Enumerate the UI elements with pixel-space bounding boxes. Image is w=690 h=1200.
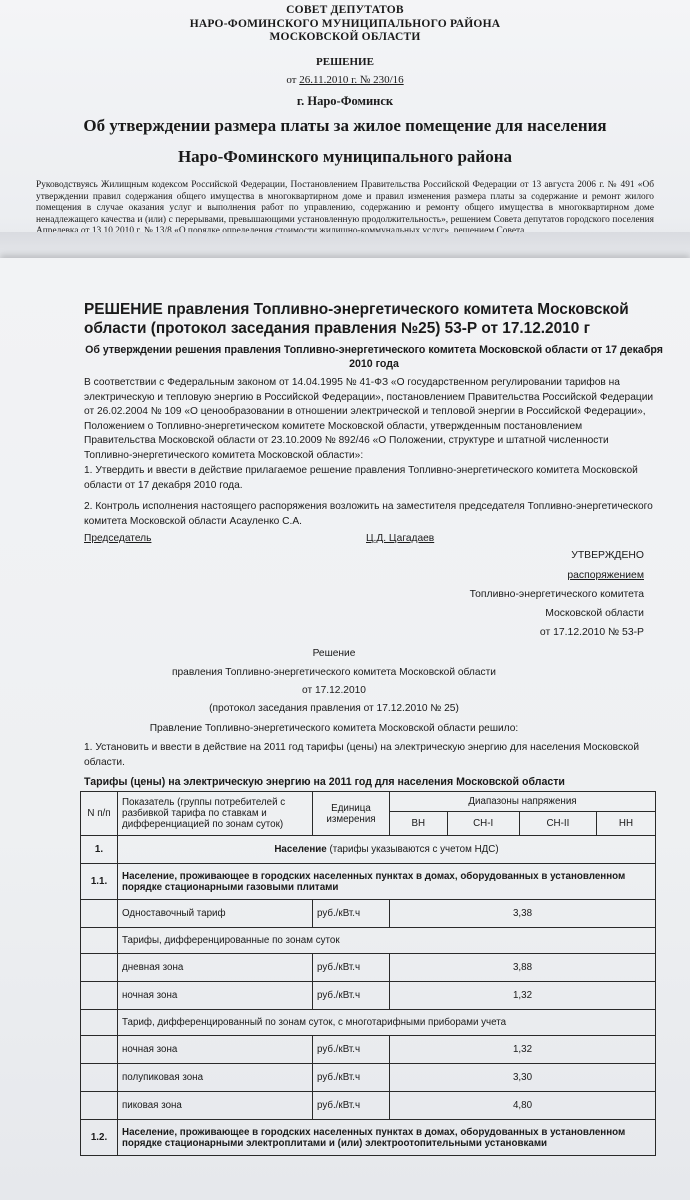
- table-row: [81, 1010, 656, 1036]
- header-sn2: СН-II: [519, 812, 596, 836]
- approved-label: УТВЕРЖДЕНО: [571, 550, 644, 561]
- row-unit: руб./кВт.ч: [313, 900, 390, 928]
- table-row: [81, 1092, 656, 1120]
- table-row: [81, 864, 656, 900]
- approved-org: Московской области: [545, 608, 644, 619]
- decision-word: Решение: [312, 648, 356, 659]
- row-unit: руб./кВт.ч: [313, 1092, 390, 1120]
- chairman-label: Председатель: [84, 533, 152, 544]
- row-label: ночная зона: [118, 982, 313, 1010]
- org-name-line: НАРО-ФОМИНСКОГО МУНИЦИПАЛЬНОГО РАЙОНА: [189, 18, 501, 30]
- table-row: [81, 954, 656, 982]
- doc-title: Об утверждении размера платы за жилое помещение для населения: [83, 116, 607, 135]
- row-num: 1.1.: [81, 864, 118, 900]
- table-row: [81, 928, 656, 954]
- paragraph: 1. Утвердить и ввести в действие прилагаемое решение правления Топливно-энергетического комитета Московской области от 17 декабря 2010 года.: [84, 465, 638, 491]
- header-ranges: Диапазоны напряжения: [390, 792, 656, 812]
- row-unit: руб./кВт.ч: [313, 1064, 390, 1092]
- table-row: [81, 900, 656, 928]
- subsection-title: Население, проживающее в городских населенных пунктах в домах, оборудованных в установленном порядке стационарными газовыми плитами: [118, 864, 656, 900]
- row-value: 1,32: [390, 1036, 656, 1064]
- top-document: [0, 0, 690, 270]
- table-header-row: [81, 792, 656, 812]
- table-row: [81, 982, 656, 1010]
- doc-date: от 26.11.2010 г. № 230/16: [286, 74, 404, 86]
- row-value: 3,30: [390, 1064, 656, 1092]
- header-nn: НН: [597, 812, 656, 836]
- row-label: дневная зона: [118, 954, 313, 982]
- row-value: 1,32: [390, 982, 656, 1010]
- header-vn: ВН: [390, 812, 448, 836]
- row-label: Одноставочный тариф: [118, 900, 313, 928]
- paragraph: В соответствии с Федеральным законом от 14.04.1995 № 41-ФЗ «О государственном регулировании тарифов на электрическую и тепловую энергию в Российской Федерации», постановлением Правительства Российской Федерации от 26.02.2004 № 109 «О ценообразовании в отношении электрической и тепловой энергии в Российской Федерации», Положением о Топливно-энергетическом комитете Московской области, утвержденным постановлением Правительства Московской области от 23.10.2009 № 892/46 «О Положении, структуре и штатной численности Топливно-энергетического комитета Московской области»:: [84, 377, 654, 461]
- row-value: 3,38: [390, 900, 656, 928]
- table-row: [81, 1036, 656, 1064]
- doc-type: РЕШЕНИЕ: [316, 56, 374, 68]
- decision-of: правления Топливно-энергетического комитета Московской области: [172, 667, 496, 678]
- point-one: 1. Установить и ввести в действие на 2011 год тарифы (цены) на электрическую энергию для населения Московской области.: [84, 742, 640, 768]
- doc-city: г. Наро-Фоминск: [296, 94, 394, 108]
- header-sn1: СН-I: [447, 812, 519, 836]
- table-title: Тарифы (цены) на электрическую энергию на 2011 год для населения Московской области: [84, 776, 565, 788]
- org-name-line: СОВЕТ ДЕПУТАТОВ: [286, 4, 404, 16]
- approved-number: от 17.12.2010 № 53-Р: [539, 627, 644, 638]
- tariff-table: [80, 791, 656, 1156]
- signature-line: [84, 533, 474, 544]
- row-value: 4,80: [390, 1092, 656, 1120]
- row-label: пиковая зона: [118, 1092, 313, 1120]
- group-label: Тарифы, дифференцированные по зонам суток: [118, 928, 656, 954]
- row-unit: руб./кВт.ч: [313, 982, 390, 1010]
- subsection-title: Население, проживающее в городских населенных пунктах в домах, оборудованных в установленном порядке стационарными электроплитами и (или) электроотопительными установками: [118, 1120, 656, 1156]
- header-num: N п/п: [81, 792, 118, 836]
- main-heading: РЕШЕНИЕ правления Топливно-энергетического комитета Московской области (протокол заседания правления №25) 53-Р от 17.12.2010 г: [84, 301, 629, 337]
- row-label: ночная зона: [118, 1036, 313, 1064]
- header-unit: Единица измерения: [313, 792, 390, 836]
- org-name-line: МОСКОВСКОЙ ОБЛАСТИ: [269, 31, 421, 43]
- main-subheading: Об утверждении решения правления Топливно-энергетического комитета Московской области от 17 декабря 2010 года: [85, 344, 663, 370]
- chairman-name: Ц.Д. Цагадаев: [366, 533, 435, 544]
- decision-protocol: (протокол заседания правления от 17.12.2010 № 25): [209, 703, 459, 714]
- decided-text: Правление Топливно-энергетического комитета Московской области решило:: [149, 723, 519, 734]
- table-row: [81, 836, 656, 864]
- approved-by: распоряжением: [567, 570, 644, 581]
- decision-date: от 17.12.2010: [302, 685, 366, 696]
- table-row: [81, 1120, 656, 1156]
- row-label: полупиковая зона: [118, 1064, 313, 1092]
- preamble-text: Руководствуясь Жилищным кодексом Российской Федерации, Постановлением Правительства Российской Федерации от 13 августа 2006 г. № 491 «Об утверждении правил содержания общего имущества в многоквартирном доме и правил изменения размера платы за содержание и ремонт жилого помещения в случае оказания услуг и выполнения работ по управлению, содержанию и ремонту общего имущества в многоквартирном доме ненадлежащего качества и (или) с перерывами, превышающими установленную продолжительность», решением Совета депутатов городского поселения: [36, 180, 654, 225]
- group-label: Тариф, дифференцированный по зонам суток, с многотарифными приборами учета: [118, 1010, 656, 1036]
- doc-title: Наро-Фоминского муниципального района: [177, 147, 513, 166]
- row-value: 3,88: [390, 954, 656, 982]
- row-unit: руб./кВт.ч: [313, 954, 390, 982]
- row-num: 1.2.: [81, 1120, 118, 1156]
- paragraph: 2. Контроль исполнения настоящего распоряжения возложить на заместителя председателя Топливно-энергетического комитета Московской области Асауленко С.А.: [84, 501, 653, 527]
- approved-org: Топливно-энергетического комитета: [469, 589, 644, 600]
- row-num: 1.: [81, 836, 118, 864]
- table-row: [81, 1064, 656, 1092]
- row-unit: руб./кВт.ч: [313, 1036, 390, 1064]
- section-title: Население (тарифы указываются с учетом НДС): [118, 836, 656, 864]
- header-indicator: Показатель (группы потребителей с разбивкой тарифа по ставкам и дифференциацией по зонам суток): [118, 792, 313, 836]
